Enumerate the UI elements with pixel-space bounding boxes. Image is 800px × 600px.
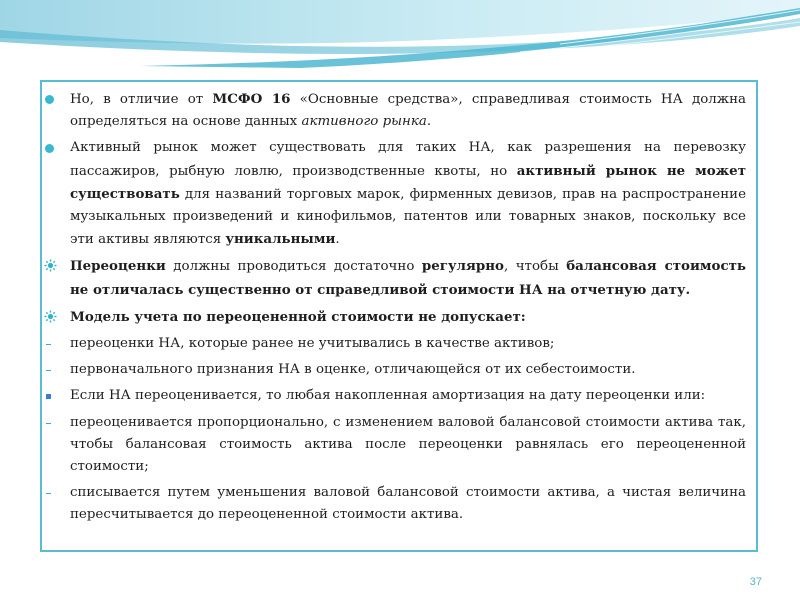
list-item-text — [70, 306, 746, 329]
bold-text: активный рынок не может существовать — [70, 162, 746, 202]
bold-text: Модель учета по переоцененной стоимости не допускает: — [70, 308, 526, 325]
list-item — [42, 306, 746, 329]
list-item — [42, 412, 746, 479]
list-item — [42, 385, 746, 407]
text-segment: Активный рынок может существовать для таких НА, как разрешения на перевозку пассажиров, рыбную ловлю, производственные квоты, но — [70, 140, 746, 179]
list-item — [42, 482, 746, 526]
circle-bullet-icon — [44, 137, 58, 159]
sun-bullet-icon — [44, 306, 58, 328]
text-segment: Но, в отличие от — [70, 92, 213, 107]
text-segment: «Основные средства», справедливая стоимость НА должна определяться на основе данных — [70, 92, 746, 130]
bullet-list — [42, 88, 746, 527]
square-bullet-icon — [44, 385, 58, 407]
italic-text: активного рынка — [301, 114, 427, 130]
bold-text: балансовая стоимость не отличалась существенно от справедливой стоимости НА на отчетную дату. — [70, 258, 746, 298]
list-item-text — [70, 137, 746, 251]
dash-bullet-icon — [44, 412, 58, 434]
list-item-text — [70, 359, 746, 381]
text-segment: должны проводиться достаточно — [165, 259, 422, 275]
header-waves-decoration — [0, 0, 800, 80]
list-item-text — [70, 255, 746, 301]
bold-text: уникальными — [225, 231, 336, 248]
list-item-text — [70, 333, 746, 355]
list-item — [42, 333, 746, 355]
page-number: 37 — [749, 576, 762, 588]
text-segment: списывается путем уменьшения валовой балансовой стоимости актива, а чистая величина пересчитывается до переоцененной стоимости актива. — [70, 485, 746, 523]
list-item — [42, 137, 746, 251]
bold-text: Переоценки — [70, 258, 166, 275]
text-segment: для названий торговых марок, фирменных девизов, прав на распространение музыкальных произведений и кинофильмов, патентов или товарных знаков, поскольку все эти активы являются — [70, 186, 746, 248]
text-segment: . — [426, 114, 432, 130]
list-item-text — [70, 88, 746, 133]
text-segment: переоценки НА, которые ранее не учитывались в качестве активов; — [70, 336, 555, 352]
list-item — [42, 255, 746, 301]
dash-bullet-icon — [44, 482, 58, 504]
text-segment: первоначального признания НА в оценке, отличающейся от их себестоимости. — [70, 362, 636, 378]
bold-text: МСФО 16 — [212, 91, 291, 107]
dash-bullet-icon — [44, 359, 58, 381]
text-segment: Если НА переоценивается, то любая накопленная амортизация на дату переоценки или: — [70, 388, 706, 404]
text-segment: . — [335, 232, 340, 248]
text-segment: переоценивается пропорционально, с изменением валовой балансовой стоимости актива так, чтобы балансовая стоимость актива после переоценки равнялась его переоцененной стоимости; — [70, 414, 746, 475]
dash-bullet-icon — [44, 333, 58, 355]
circle-bullet-icon — [44, 88, 58, 110]
text-segment: , чтобы — [503, 259, 567, 275]
sun-bullet-icon — [44, 255, 58, 277]
bold-text: регулярно — [421, 258, 504, 275]
list-item — [42, 88, 746, 133]
list-item-text — [70, 412, 746, 479]
list-item — [42, 359, 746, 381]
content-box — [40, 80, 758, 552]
list-item-text — [70, 482, 746, 526]
list-item-text — [70, 385, 746, 407]
